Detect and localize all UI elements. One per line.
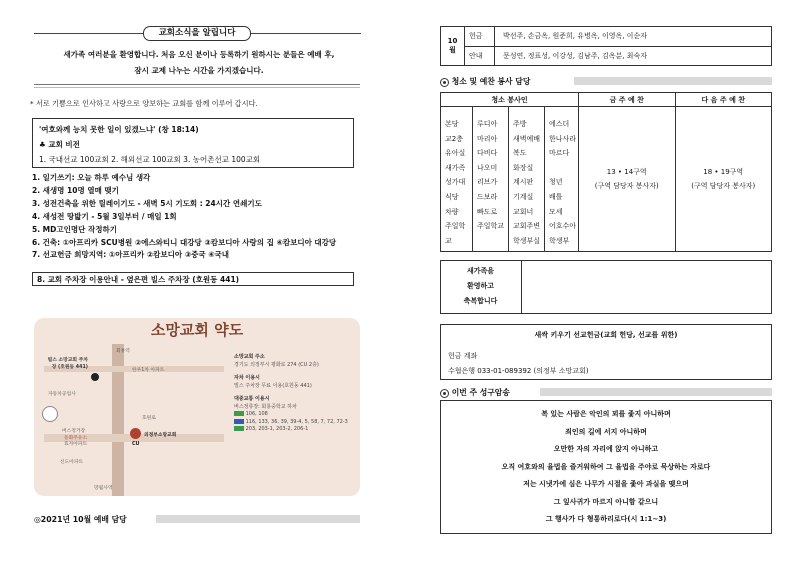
month-cell: 10월 [441,27,465,66]
map-label: 의정부소망교회 [144,433,177,438]
vision-items: 1. 국내선교 100교회 2. 해외선교 100교회 3. 농어촌선교 100교회 [39,155,261,164]
list-item: 복도 [513,149,527,158]
map-label: 망월사역 [94,486,113,491]
list-item: 성가대 [445,178,466,187]
spacer [549,161,578,176]
clean-col [545,107,579,252]
newcomer-line: 축복합니다 [463,297,498,305]
vision-verse: '여호와께 능치 못한 일이 있겠느냐' (창 18:14) [39,125,199,134]
map-info-text: 버스정류장: 회룡중학교 하차 [234,403,297,410]
list-item: 새가족 [445,163,466,172]
list-item: 청년 [549,178,563,187]
memory-title: 이번 주 성구암송 [451,388,510,397]
list-item: 5. MD고인명단 작정하기 [32,224,117,234]
map-info-head: 소망교회 주소 [234,354,265,360]
vision-box [32,118,354,168]
church-map [34,318,360,496]
map-label: 한우1차 아파트 [132,368,165,373]
list-item: 학생부 [549,236,570,245]
map-info-text: 경기도 의정부시 평화로 274 (CU 2층) [234,361,319,368]
map-label: 신도아파트 [60,460,84,465]
list-item: 3. 성전건축을 위한 릴레이기도 - 새벽 5시 기도회 : 24시간 연쇄기도 [32,198,262,208]
account-number: 수협은행 033-01-089392 (의정부 소망교회) [448,367,589,375]
list-item: 1. 일기쓰기: 오늘 하루 예수님 생각 [32,173,151,182]
list-item: 7. 선교헌금 희망지역: ①아프리카 ②캄보디아 ③중국 ④국내 [32,250,230,260]
list-item: 마리아 [477,134,498,143]
list-item: 2. 새생명 10명 열매 맺기 [32,185,119,195]
list-item: 한나사라 [549,134,577,143]
list-item: 새벽예배 [513,134,541,143]
list-item: 본당 [445,120,459,128]
table-header: 금 주 예 찬 [579,93,676,107]
welcome-text: 잠시 교제 나누는 시간을 가지겠습니다. [134,66,264,75]
verse-text [440,406,772,529]
verse-line: 오만한 자의 자리에 앉지 아니하고 [553,445,659,453]
list-item: 4. 새성전 땅밟기 - 5월 3일부터 / 매일 1회 [32,211,177,221]
account-label: 헌금 계좌 [448,352,478,360]
clean-col [473,107,509,252]
names-cell: 박선주, 손금옥, 원준희, 유병옥, 이영옥, 이순자 [495,27,772,47]
list-item: 주일학교 [477,222,505,231]
news-list [32,172,336,262]
list-item: 마르다 [549,149,570,158]
verse-line: 그 행사가 다 형통하리로다(시 1:1~3) [545,515,667,523]
table-header: 청소 봉사인 [441,93,579,107]
parking-marker-icon [91,373,99,381]
list-item: 6. 건축: ①아프리카 SCU병원 ②에스와티니 대강당 ③캄보디아 사랑의 집 ④캄보디아 대강당 [32,237,337,247]
map-label: 호원로 [142,416,156,421]
map-label: 동화주유소 [64,436,88,441]
map-label: 자동차공업사 [48,392,76,397]
map-title: 소망교회 약도 [150,321,244,339]
green-bus-icon [234,411,244,416]
list-item: 기계실 [513,192,534,201]
newcomer-line: 환영하고 [466,282,495,290]
verse-line: 저는 시냇가에 심은 나무가 시절을 좇아 과실을 맺으며 [523,480,689,488]
map-info-head: 대중교통 이용시 [234,396,270,402]
list-item: 모세 [549,207,563,216]
list-item: 식당 [445,192,459,201]
map-info [234,354,359,434]
list-item: 배틀 [549,192,563,201]
green-bus-icon [234,426,244,431]
verse-line: 그 잎사귀가 마르지 아니함 같으니 [553,497,659,506]
divider [574,77,772,85]
newcomer-text [440,260,522,314]
this-week: 13 • 14구역 [606,168,647,176]
verse-line: 죄인의 길에 서지 아니하며 [565,427,647,436]
footer-title: ◎2021년 10월 예배 담당 [34,515,127,524]
this-week-sub: (구역 담당자 봉사자) [594,182,659,190]
list-item: 주방 [513,120,527,128]
welcome-text: 새가족 여러분을 환영합니다. 처음 오신 분이나 등록하기 원하시는 분들은 예배 후, [63,50,335,59]
section-title [440,387,510,398]
list-item: 빠도로 [477,207,498,216]
bus-routes: 203, 203-1, 203-2, 206-1 [245,426,309,432]
list-item: 나오미 [477,163,498,172]
list-item: 학생부실 [513,236,541,245]
circle-bullet-icon [440,389,449,398]
blue-bus-icon [234,419,244,424]
list-item: 교회주변 [513,222,541,231]
table-header: 다 음 주 예 찬 [675,93,772,107]
mission-title: 새싹 키우기 선교헌금(교회 헌당, 선교를 위한) [534,331,678,339]
map-info-text: 빌스 주차장 무료 이용(호원동 441) [234,382,312,389]
list-item: 유아실 [445,149,466,158]
next-week: 18 • 19구역 [703,168,744,176]
circle-bullet-icon [440,78,449,87]
role-cell: 안내 [465,46,495,66]
list-item: 드보라 [477,192,498,201]
next-week-sub: (구역 담당자 봉사자) [691,182,756,190]
map-label: 효자아파트 [64,442,88,447]
bus-routes: 106, 108 [245,411,268,417]
this-week-cell [579,107,676,252]
names-cell: 문성연, 정표성, 이강성, 김남주, 김옥분, 최숙자 [495,46,772,66]
map-label: 버스정거장 [62,429,86,434]
list-item: 주일학교 [445,222,466,245]
map-label: 빌스 소망교회 주차장 (호원동 441) [47,358,88,370]
compass-icon [42,406,58,422]
divider [156,515,360,523]
bus-routes: 116, 133, 36, 39, 39-4, 5, 58, 7, 72, 72-3 [245,418,348,425]
verse-line: 복 있는 사람은 악인의 꾀를 좇지 아니하며 [541,410,671,418]
clean-col [441,107,473,252]
clean-col [509,107,545,252]
offering-table [440,26,772,66]
vision-title: ♣ 교회 비전 [39,140,80,149]
divider [34,84,360,85]
divider [34,33,144,34]
list-item: 루디아 [477,120,498,128]
next-week-cell [675,107,772,252]
church-marker-icon [130,428,141,439]
divider [251,33,361,34]
list-item: 교2층 [445,134,463,143]
list-item: 계시판 [513,178,534,187]
note-text: * 서로 기쁨으로 인사하고 사랑으로 양보하는 교회를 함께 이루어 갑시다. [30,99,258,108]
map-label: CU [132,442,140,447]
list-item: 다비다 [477,149,498,158]
role-cell: 헌금 [465,27,495,47]
list-item: 차량 [445,207,459,216]
section-title [440,76,530,87]
list-item: 교회너 [513,207,534,216]
list-item: 에스더 [549,120,570,128]
cleaning-table [440,92,772,252]
parking-notice: 8. 교회 주차장 이용안내 - 옆은편 빌스 주차장 (호원동 441) [32,272,354,286]
verse-line: 오직 여호와의 율법을 즐거워하여 그 율법을 주야로 묵상하는 자로다 [501,462,711,471]
list-item: 어호수아 [549,222,577,231]
divider [34,87,360,88]
divider [540,388,772,396]
list-item: 화장실 [513,163,534,172]
page-title: 교회소식을 알립니다 [143,26,251,41]
map-label: 회룡역 [116,349,130,354]
map-info-head: 자차 이용시 [234,375,260,381]
newcomer-line: 새가족을 [466,267,495,275]
list-item: 리브가 [477,178,498,187]
clean-title: 청소 및 예찬 봉사 담당 [451,77,531,86]
